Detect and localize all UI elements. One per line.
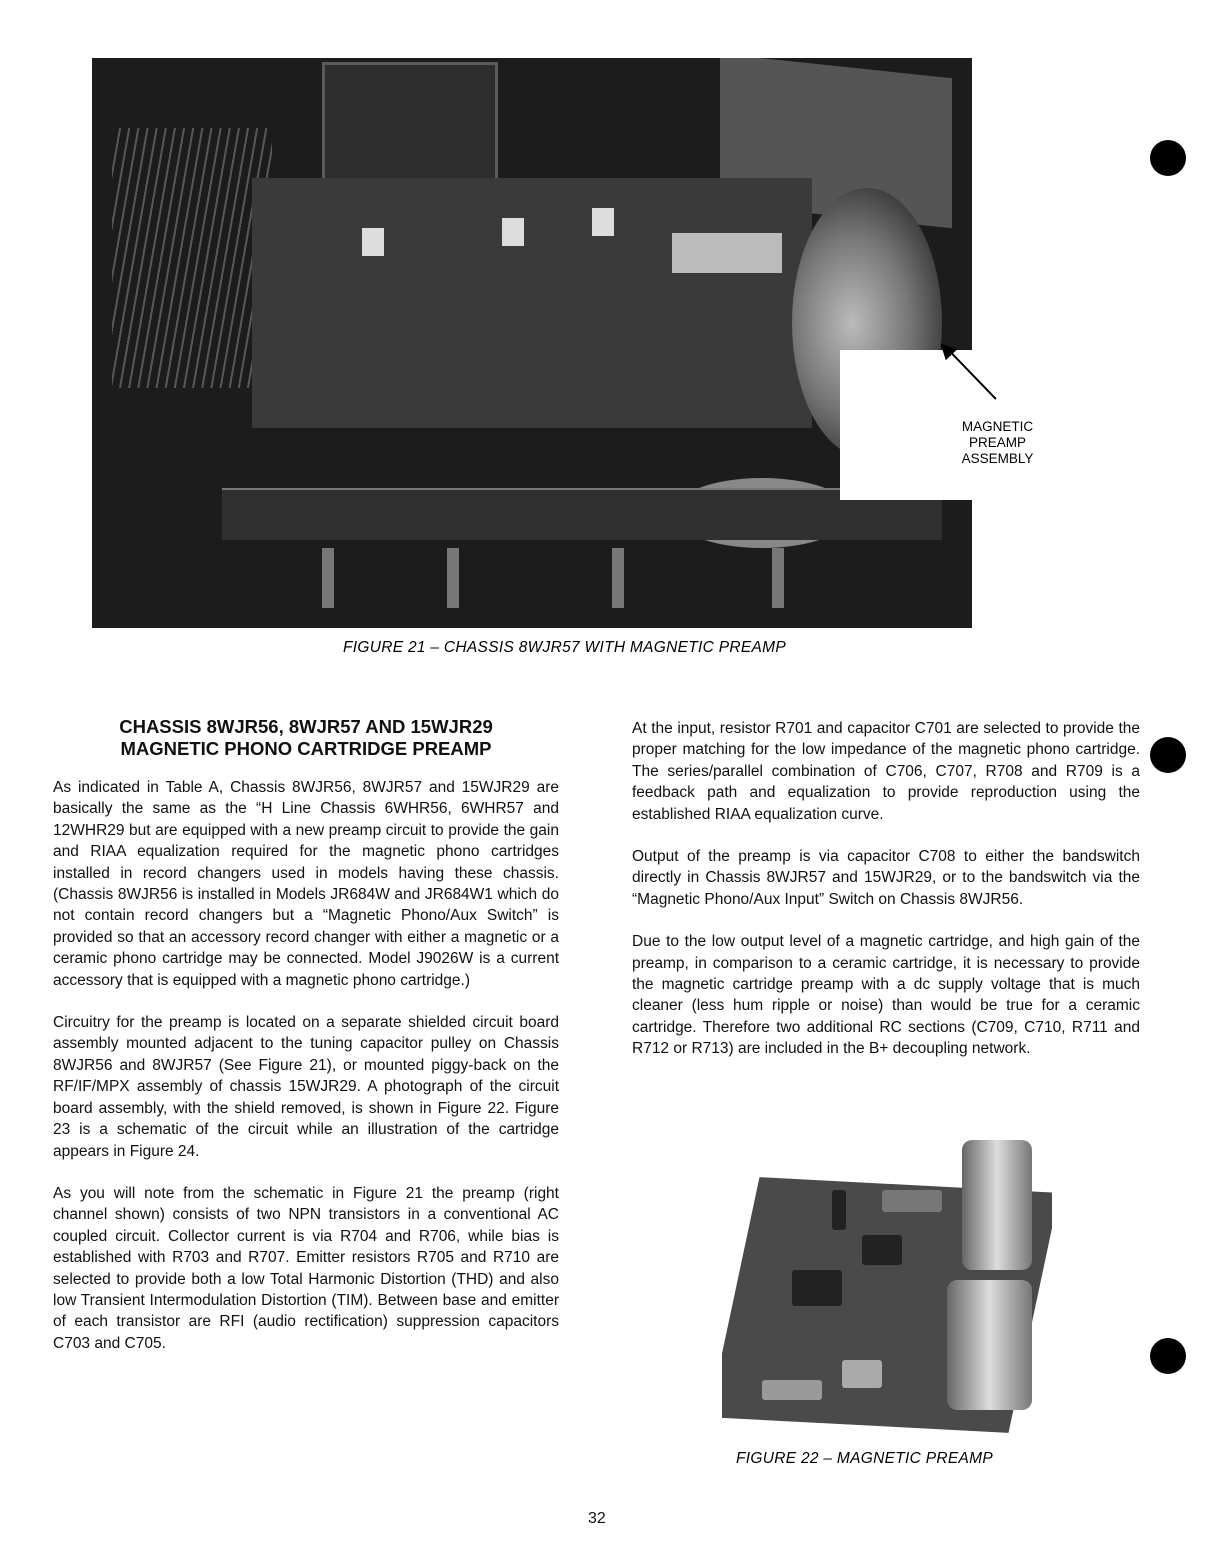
electrolytic-capacitor (947, 1280, 1032, 1410)
paragraph: Output of the preamp is via capacitor C708 to either the bandswitch directly in Chassis 8WJR57 and 15WJR29, or to the bandswitch via the “Magnetic Phono/Aux Input” Switch on Chassis 8WJR56. (632, 848, 1140, 908)
board-component (592, 208, 614, 236)
callout-line: MAGNETIC (961, 419, 1034, 434)
left-column (53, 716, 559, 1375)
paragraph: As indicated in Table A, Chassis 8WJR56, 8WJR57 and 15WJR29 are basically the same as the “H Line Chassis 6WHR56, 6WHR57 and 12WHR29 but are equipped with a new preamp circuit to provide the gain and RIAA equalization required for the magnetic phono cartridges installed in record changers used in models having these chassis. (Chassis 8WJR56 is installed in Models JR684W and JR684W1 which do not contain record changers but a “Magnetic Phono/Aux Switch” is provided so that an accessory record changer with either a magnetic or a ceramic phono cartridge may be connected. Model J9026W is a current accessory that is equipped with a magnetic phono cartridge.) (53, 779, 559, 989)
paragraph: As you will note from the schematic in Figure 21 the preamp (right channel shown) consists of two NPN transistors in a conventional AC coupled circuit. Collector current is via R704 and R706, while bias is established with R703 and R707. Emitter resistors R705 and R710 are selected to provide both a low Total Harmonic Distortion (THD) and also low Transient Intermodulation Distortion (TIM). Between base and emitter of each transistor are RFI (audio rectification) suppression capacitors C703 and C705. (53, 1184, 559, 1352)
section-heading (53, 716, 559, 760)
paragraph: Due to the low output level of a magnetic cartridge, and high gain of the preamp, in comparison to a ceramic cartridge, it is necessary to provide the magnetic cartridge preamp with a dc supply voltage that is much cleaner (less hum ripple or noise) than would be true for a ceramic cartridge. Therefore two additional RC sections (C709, C710, R711 and R712 or R713) are included in the B+ decoupling network. (632, 933, 1140, 1058)
magnetic-preamp-callout (950, 419, 1045, 467)
control-shaft (322, 548, 334, 608)
callout-line: ASSEMBLY (961, 451, 1034, 466)
capacitor (882, 1190, 942, 1212)
paragraph: At the input, resistor R701 and capacitor C701 are selected to provide the proper matching for the low impedance of the magnetic phono cartridge. The series/parallel combination of C706, C707, R708 and R709 is a feedback path and equalization to provide reproduction using the established RIAA equalization curve. (632, 720, 1140, 823)
callout-line: PREAMP (968, 435, 1026, 450)
control-shaft (447, 548, 459, 608)
main-circuit-board (252, 178, 812, 428)
figure-22-photo (722, 1130, 1052, 1440)
wire-harness (112, 128, 272, 388)
transistor (792, 1270, 842, 1306)
control-shaft (612, 548, 624, 608)
heading-line-2: MAGNETIC PHONO CARTRIDGE PREAMP (120, 738, 492, 759)
figure-21-photo (92, 58, 972, 628)
binder-hole (1150, 737, 1186, 773)
transistor (862, 1235, 902, 1265)
figure-22-caption: FIGURE 22 – MAGNETIC PREAMP (736, 1450, 994, 1467)
electrolytic-capacitor (962, 1140, 1032, 1270)
chassis-rail (222, 488, 942, 540)
resistor (832, 1190, 846, 1230)
binder-hole (1150, 140, 1186, 176)
capacitor (762, 1380, 822, 1400)
board-component (362, 228, 384, 256)
page-number: 32 (588, 1510, 606, 1527)
control-shaft (772, 548, 784, 608)
board-component (502, 218, 524, 246)
tuning-capacitor (672, 233, 782, 273)
heading-line-1: CHASSIS 8WJR56, 8WJR57 AND 15WJR29 (119, 716, 493, 737)
binder-hole (1150, 1338, 1186, 1374)
paragraph: Circuitry for the preamp is located on a separate shielded circuit board assembly mounted adjacent to the tuning capacitor pulley on Chassis 8WJR56 and 8WJR57 (See Figure 21), or mounted piggy-back on the RF/IF/MPX assembly of chassis 15WJR29. A photograph of the circuit board assembly, with the shield removed, is shown in Figure 22. Figure 23 is a schematic of the circuit while an illustration of the cartridge appears in Figure 24. (53, 1014, 559, 1160)
right-column (632, 718, 1140, 1081)
figure-21-caption: FIGURE 21 – CHASSIS 8WJR57 WITH MAGNETIC PREAMP (343, 639, 787, 656)
capacitor (842, 1360, 882, 1388)
